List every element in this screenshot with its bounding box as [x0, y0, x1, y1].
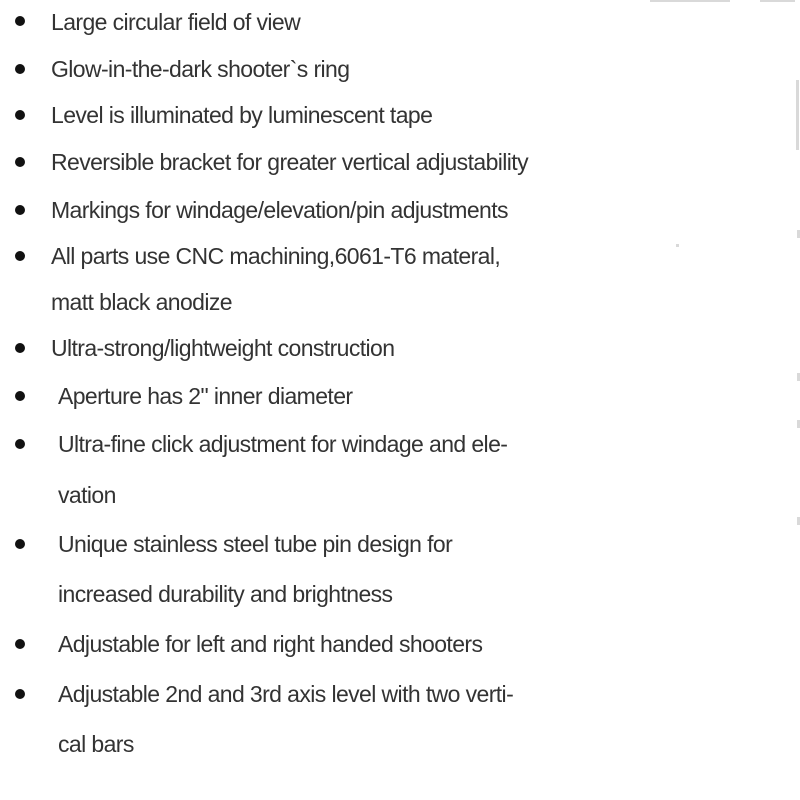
bullet-icon — [15, 64, 25, 74]
feature-text: Aperture has 2" inner diameter — [58, 383, 353, 409]
feature-text: Ultra-fine click adjustment for windage and ele- — [58, 431, 508, 457]
feature-text: Unique stainless steel tube pin design for — [58, 531, 453, 557]
bullet-icon — [15, 343, 25, 353]
feature-text: All parts use CNC machining,6061-T6 materal, — [51, 243, 501, 269]
scan-artifact — [650, 0, 730, 2]
feature-text: matt black anodize — [51, 289, 232, 315]
feature-text: Ultra-strong/lightweight construction — [51, 335, 395, 361]
scan-artifact — [676, 244, 679, 247]
bullet-icon — [15, 439, 25, 449]
bullet-icon — [15, 539, 25, 549]
bullet-icon — [15, 205, 25, 215]
bullet-icon — [15, 110, 25, 120]
feature-text: Glow-in-the-dark shooter`s ring — [51, 56, 350, 82]
feature-text: Adjustable for left and right handed shooters — [58, 631, 483, 657]
bullet-icon — [15, 251, 25, 261]
feature-text: Large circular field of view — [51, 9, 301, 35]
feature-text: Reversible bracket for greater vertical adjustability — [51, 149, 528, 175]
feature-text: cal bars — [58, 731, 134, 757]
bullet-icon — [15, 689, 25, 699]
feature-text: vation — [58, 482, 116, 508]
bullet-icon — [15, 391, 25, 401]
bullet-icon — [15, 639, 25, 649]
feature-text: Level is illuminated by luminescent tape — [51, 102, 433, 128]
feature-text: increased durability and brightness — [58, 581, 393, 607]
bullet-icon — [15, 16, 25, 26]
scan-artifact — [760, 0, 795, 2]
feature-text: Markings for windage/elevation/pin adjustments — [51, 197, 508, 223]
scan-artifact — [796, 80, 799, 150]
bullet-icon — [15, 157, 25, 167]
feature-text: Adjustable 2nd and 3rd axis level with two verti- — [58, 681, 514, 707]
